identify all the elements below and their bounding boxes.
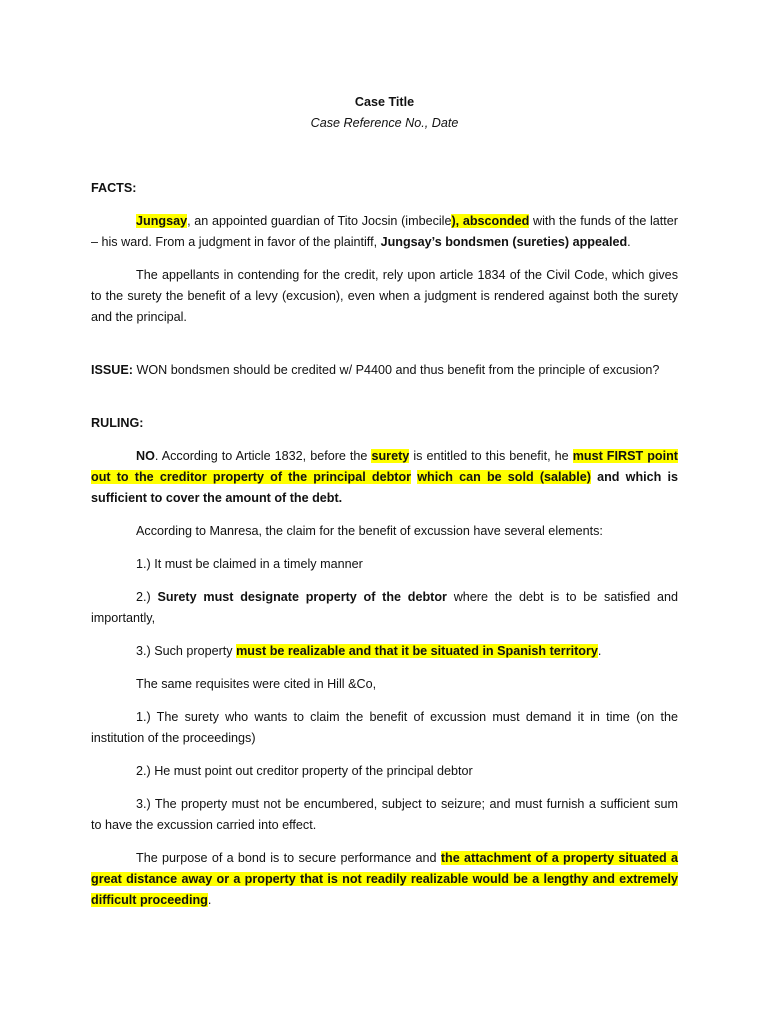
- highlight-surety: surety: [371, 449, 410, 463]
- manresa-element-3: 3.) Such property must be realizable and that it be situated in Spanish territory.: [136, 644, 602, 658]
- case-title: Case Title: [354, 95, 415, 109]
- facts-heading: FACTS:: [91, 181, 137, 195]
- highlight-jungsay: Jungsay: [136, 214, 188, 228]
- hill-paragraph: The same requisites were cited in Hill &Co,: [136, 677, 377, 691]
- bond-purpose-paragraph: The purpose of a bond is to secure performance and the attachment of a property situated a great distance away or a property that is not readily realizable would be a lengthy and extremely difficult proceeding.: [91, 851, 678, 907]
- facts-paragraph-1: Jungsay, an appointed guardian of Tito Jocsin (imbecile), absconded with the funds of the latter – his ward. From a judgment in favor of the plaintiff, Jungsay’s bondsmen (sureties) appealed.: [91, 214, 678, 249]
- hill-element-2: 2.) He must point out creditor property of the principal debtor: [136, 764, 473, 778]
- ruling-paragraph-1: NO. According to Article 1832, before the surety is entitled to this benefit, he must FIRST point out to the creditor property of the principal debtor which can be sold (salable) and which is sufficient to cover the amount of the debt.: [91, 449, 679, 505]
- hill-element-1: 1.) The surety who wants to claim the benefit of excussion must demand it in time (on the institution of the proceedings): [91, 710, 678, 745]
- manresa-paragraph: According to Manresa, the claim for the benefit of excussion have several elements:: [136, 524, 603, 538]
- manresa-element-2: 2.) Surety must designate property of the debtor where the debt is to be satisfied and importantly,: [91, 590, 678, 625]
- issue-paragraph: ISSUE: WON bondsmen should be credited w/ P4400 and thus benefit from the principle of excusion?: [91, 363, 660, 377]
- highlight-attachment: the attachment of a property situated a great distance away or a property that is not readily realizable would be a lengthy and extremely difficult proceeding: [91, 851, 678, 907]
- ruling-heading: RULING:: [91, 416, 144, 430]
- manresa-element-1: 1.) It must be claimed in a timely manner: [136, 557, 363, 571]
- highlight-absconded: ), absconded: [451, 214, 530, 228]
- highlight-realizable: must be realizable and that it be situated in Spanish territory: [236, 644, 598, 658]
- highlight-salable: which can be sold (salable): [417, 470, 591, 484]
- highlight-must-first-point: must FIRST point out to the creditor property of the principal debtor: [91, 449, 678, 484]
- facts-paragraph-2: The appellants in contending for the credit, rely upon article 1834 of the Civil Code, which gives to the surety the benefit of a levy (excusion), even when a judgment is rendered against both the surety and the principal.: [91, 268, 678, 324]
- hill-element-3: 3.) The property must not be encumbered, subject to seizure; and must furnish a sufficient sum to have the excussion carried into effect.: [91, 797, 678, 832]
- case-reference: Case Reference No., Date: [310, 116, 459, 130]
- issue-label: ISSUE:: [91, 363, 133, 377]
